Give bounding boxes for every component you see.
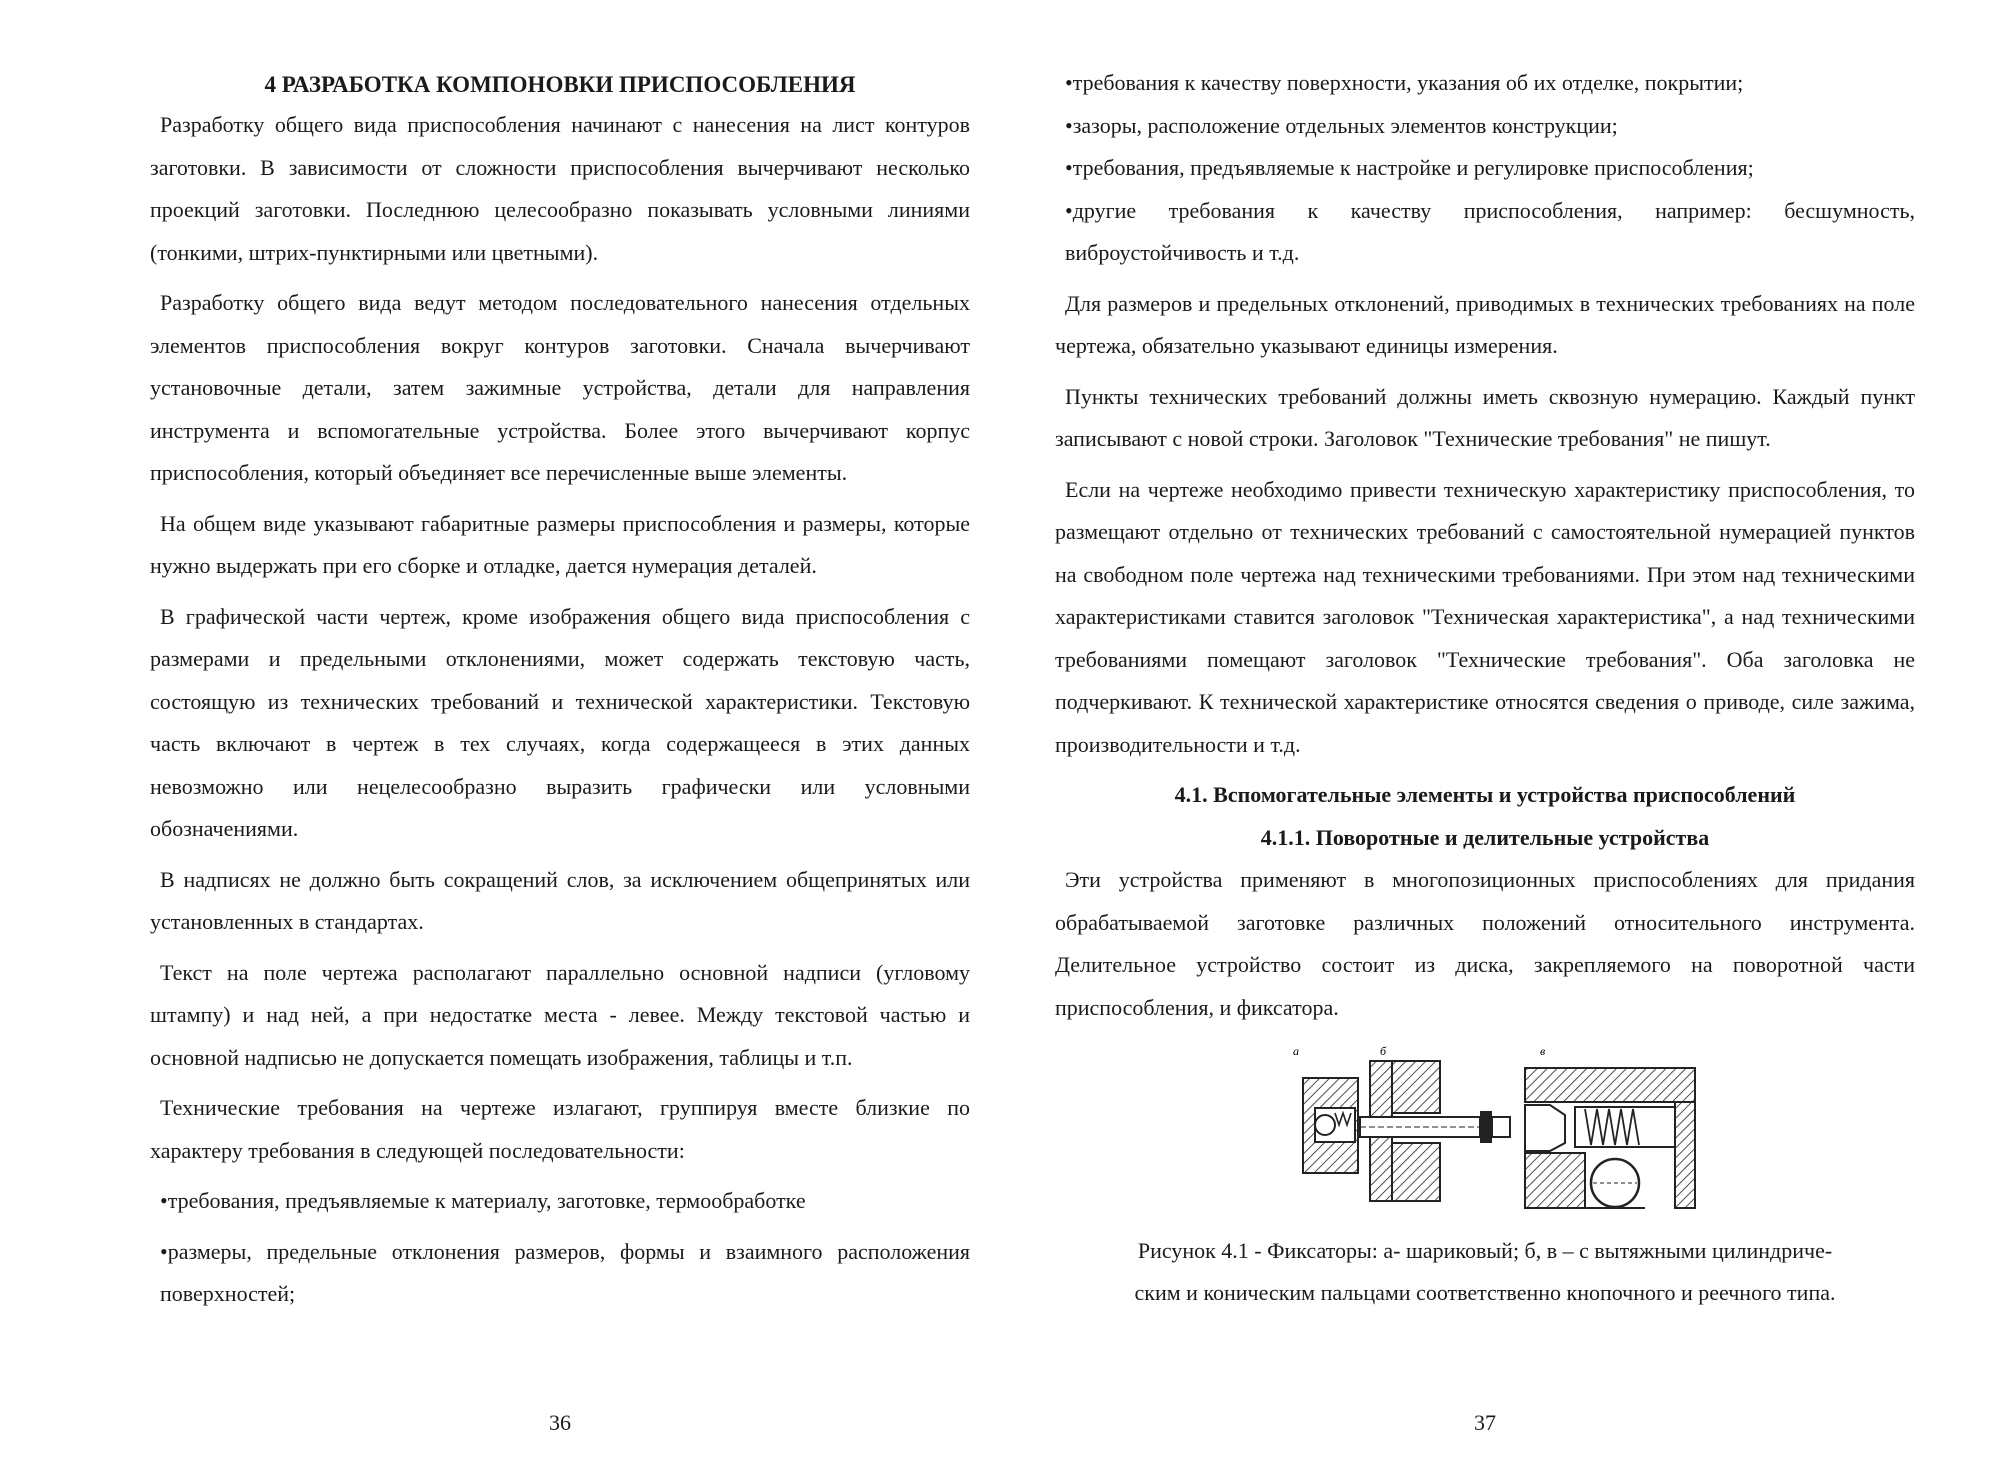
bullet-item xyxy=(1055,62,1915,105)
figure-caption-line-1: Рисунок 4.1 - Фиксаторы: а- шариковый; б, в – с вытяжными цилиндриче- xyxy=(1137,1238,1833,1263)
right-page-text xyxy=(1055,62,1915,1314)
bullet-item xyxy=(150,1231,970,1316)
paragraph: Для размеров и предельных отклонений, приводимых в технических требованиях на поле чертежа, обязательно указывают единицы измерения. xyxy=(1055,290,1915,358)
paragraph: Текст на поле чертежа располагают параллельно основной надписи (угловому штампу) и над ней, а при недостатке места - левее. Между текстовой частью и основной надписью не допускается помещать изображения, таблицы и т.п. xyxy=(150,959,970,1070)
fixator-b-cylindrical xyxy=(1360,1061,1510,1201)
paragraph: В надписях не должно быть сокращений слов, за исключением общепринятых или установленных в стандартах. xyxy=(150,866,970,934)
bullet-icon: • xyxy=(1065,70,1073,95)
bullet-icon: • xyxy=(1065,112,1073,138)
paragraph: На общем виде указывают габаритные размеры приспособления и размеры, которые нужно выдержать при его сборке и отладке, дается нумерация деталей. xyxy=(150,510,970,578)
left-page xyxy=(150,0,970,1477)
paragraph: Эти устройства применяют в многопозиционных приспособлениях для придания обрабатываемой заготовке различных положений относительного инструмента. Делительное устройство состоит из диска, закрепляемого на поворотной части приспособления, и фиксатора. xyxy=(1055,867,1915,1020)
figure-label-c: в xyxy=(1540,1044,1546,1058)
figure-label-b: б xyxy=(1380,1044,1387,1058)
bullet-icon: • xyxy=(160,1188,168,1213)
bullet-item xyxy=(1055,190,1915,275)
paragraph: Разработку общего вида приспособления начинают с нанесения на лист контуров заготовки. В зависимости от сложности приспособления вычерчивают несколько проекций заготовки. Последнюю целесообразно показывать условными линиями (тонкими, штрих-пунктирными или цветными). xyxy=(150,112,970,265)
figure-caption-line-2: ским и коническим пальцами соответственно кнопочного и реечного типа. xyxy=(1134,1280,1836,1305)
fixator-drawing xyxy=(1285,1043,1715,1228)
paragraph: Технические требования на чертеже излагают, группируя вместе близкие по характеру требования в следующей последовательности: xyxy=(150,1095,970,1163)
bullet-text: зазоры, расположение отдельных элементов конструкции; xyxy=(1072,112,1618,138)
bullet-text: требования к качеству поверхности, указания об их отделке, покрытии; xyxy=(1072,70,1744,95)
paragraph: Разработку общего вида ведут методом последовательного нанесения отдельных элементов приспособления вокруг контуров заготовки. Сначала вычерчивают установочные детали, затем зажимные устройства, детали для направления инструмента и вспомогательные устройства. Более этого вычерчивают корпус приспособления, который объединяет все перечисленные выше элементы. xyxy=(150,290,970,485)
paragraph: Пункты технических требований должны иметь сквозную нумерацию. Каждый пункт записывают с новой строки. Заголовок "Технические требования" не пишут. xyxy=(1055,383,1915,451)
section-heading: 4.1. Вспомогательные элементы и устройства приспособлений xyxy=(1174,782,1796,807)
fixator-c-conical xyxy=(1525,1068,1695,1208)
fixator-a-ball xyxy=(1303,1078,1358,1173)
bullet-text: другие требования к качеству приспособления, например: бесшумность, виброустойчивость и т.д. xyxy=(1065,197,1915,265)
bullet-icon: • xyxy=(1065,197,1073,223)
page-number: 36 xyxy=(549,1410,571,1435)
bullet-icon: • xyxy=(160,1238,168,1264)
bullet-text: размеры, предельные отклонения размеров, формы и взаимного расположения поверхностей; xyxy=(160,1238,970,1306)
left-page-text xyxy=(150,0,970,1316)
right-page xyxy=(1055,0,1915,1477)
subsection-heading: 4.1.1. Поворотные и делительные устройства xyxy=(1260,824,1710,850)
bullet-item xyxy=(1055,147,1915,190)
paragraph: Если на чертеже необходимо привести техническую характеристику приспособления, то размещают отдельно от технических требований с самостоятельной нумерацией пунктов на свободном поле чертежа над техническими требованиями. При этом над техническими характеристиками ставится заголовок "Техническая характеристика", а над техническими требованиями помещают заголовок "Технические требования". Оба заголовка не подчеркивают. К технической характеристике относятся сведения о приводе, силе зажима, производительности и т.д. xyxy=(1055,476,1915,757)
bullet-icon: • xyxy=(1065,155,1073,180)
bullet-item xyxy=(150,1180,970,1223)
figure-label-a: а xyxy=(1293,1044,1299,1058)
bullet-item xyxy=(1055,105,1915,148)
figure-4-1 xyxy=(1055,1043,1915,1228)
paragraph: В графической части чертеж, кроме изображения общего вида приспособления с размерами и предельными отклонениями, может содержать текстовую часть, состоящую из технических требований и технической характеристики. Текстовую часть включают в чертеж в тех случаях, когда содержащееся в этих данных невозможно или нецелесообразно выразить графически или условными обозначениями. xyxy=(150,603,970,841)
page-number: 37 xyxy=(1474,1410,1496,1435)
bullet-text: требования, предъявляемые к настройке и регулировке приспособления; xyxy=(1072,155,1754,180)
chapter-heading: 4 РАЗРАБОТКА КОМПОНОВКИ ПРИСПОСОБЛЕНИЯ xyxy=(264,72,856,97)
bullet-text: требования, предъявляемые к материалу, заготовке, термообработке xyxy=(167,1188,806,1213)
